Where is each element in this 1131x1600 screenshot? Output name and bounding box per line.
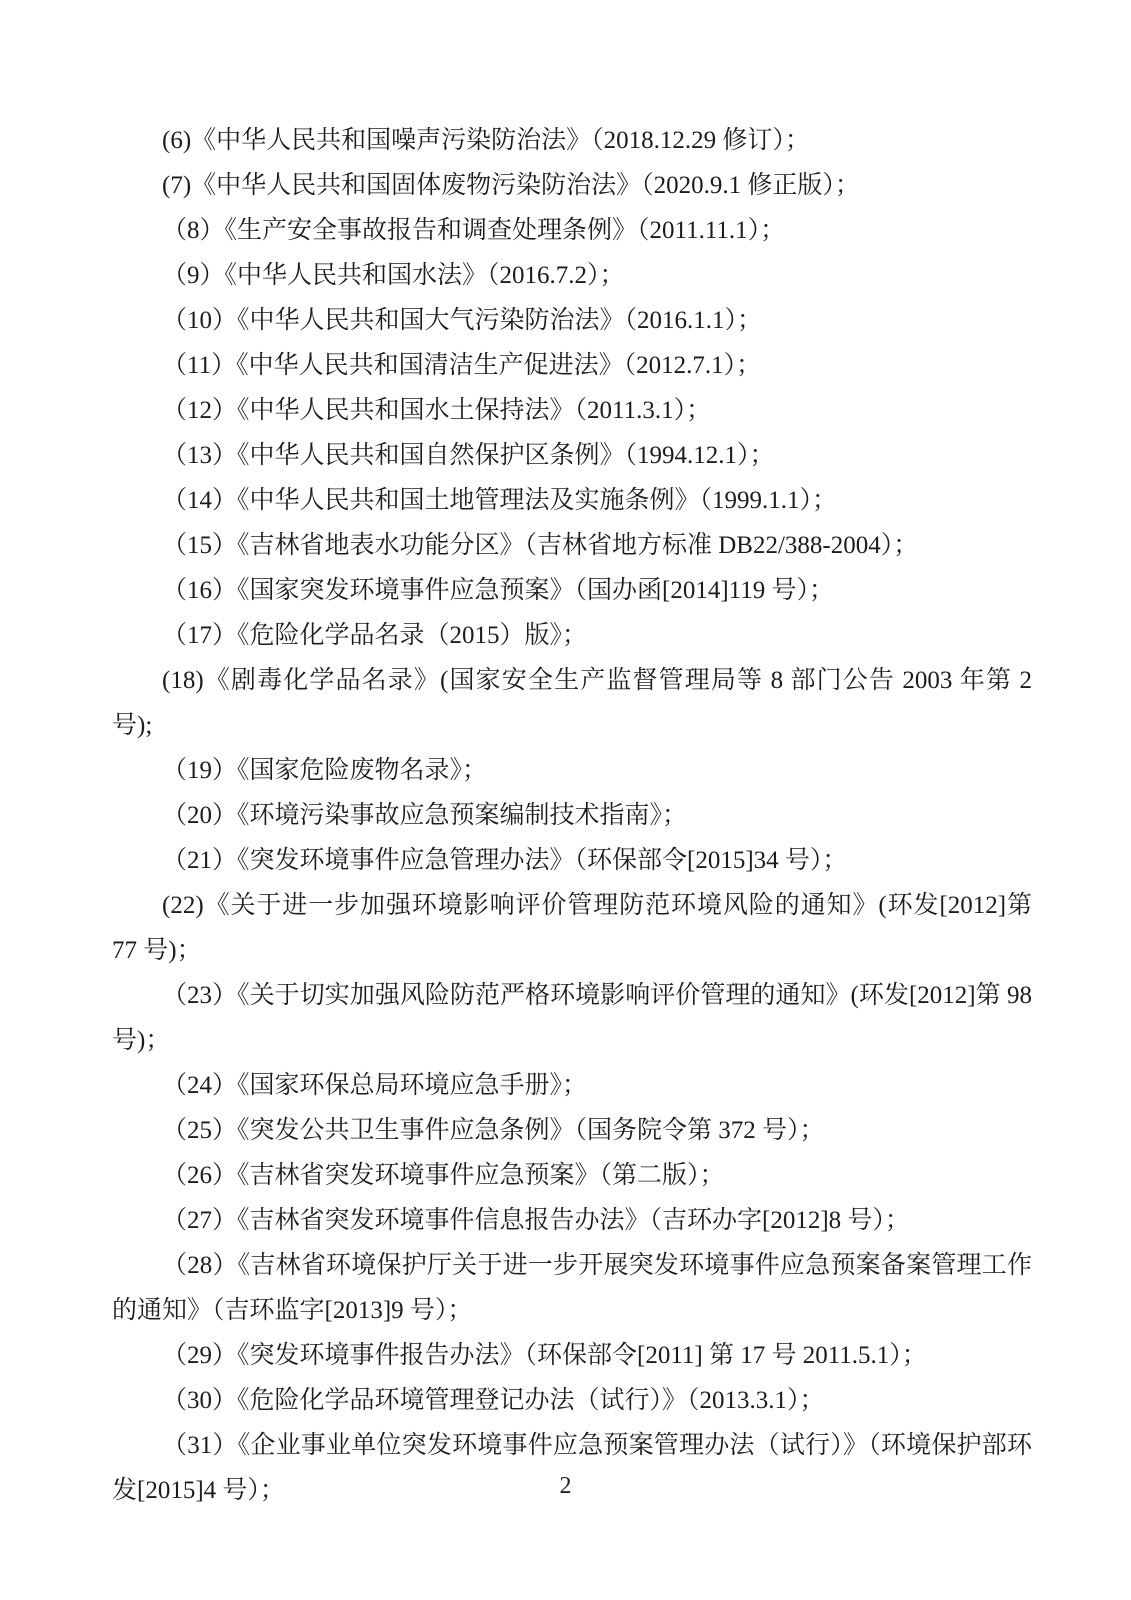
reference-item-22: (22)《关于进一步加强环境影响评价管理防范环境风险的通知》(环发[2012]第 77 号)； <box>112 892 1032 964</box>
reference-item-21: （21）《突发环境事件应急管理办法》（环保部令[2015]34 号）； <box>162 847 848 874</box>
reference-item-10: （10）《中华人民共和国大气污染防治法》（2016.1.1）； <box>162 307 763 334</box>
reference-item-18: (18)《剧毒化学品名录》(国家安全生产监督管理局等 8 部门公告 2003 年第 2 号); <box>112 667 1032 739</box>
page-number: 2 <box>559 1473 572 1499</box>
reference-item-12: （12）《中华人民共和国水土保持法》（2011.3.1）； <box>162 397 712 424</box>
reference-item-26: （26）《吉林省突发环境事件应急预案》（第二版）； <box>162 1162 725 1189</box>
reference-item-30: （30）《危险化学品环境管理登记办法（试行）》（2013.3.1）； <box>162 1387 825 1414</box>
reference-item-31: （31）《企业事业单位突发环境事件应急预案管理办法（试行）》（环境保护部环发[2015]4 号）； <box>112 1432 1032 1504</box>
reference-item-7: (7)《中华人民共和国固体废物污染防治法》（2020.9.1 修正版）； <box>162 172 860 199</box>
reference-item-14: （14）《中华人民共和国土地管理法及实施条例》（1999.1.1）； <box>162 487 838 514</box>
reference-item-15: （15）《吉林省地表水功能分区》（吉林省地方标准 DB22/388-2004）； <box>162 532 919 559</box>
reference-item-11: （11）《中华人民共和国清洁生产促进法》（2012.7.1）； <box>162 352 762 379</box>
reference-item-20: （20）《环境污染事故应急预案编制技术指南》； <box>162 802 688 829</box>
reference-item-24: （24）《国家环保总局环境应急手册》； <box>162 1072 588 1099</box>
reference-item-27: （27）《吉林省突发环境事件信息报告办法》（吉环办字[2012]8 号）； <box>162 1207 910 1234</box>
reference-item-13: （13）《中华人民共和国自然保护区条例》（1994.12.1）； <box>162 442 775 469</box>
reference-item-28: （28）《吉林省环境保护厅关于进一步开展突发环境事件应急预案备案管理工作的通知》（吉环监字[2013]9 号）； <box>112 1252 1032 1324</box>
reference-item-16: （16）《国家突发环境事件应急预案》（国办函[2014]119 号）； <box>162 577 834 604</box>
reference-item-25: （25）《突发公共卫生事件应急条例》（国务院令第 372 号）； <box>162 1117 825 1144</box>
reference-item-17: （17）《危险化学品名录（2015）版》； <box>162 622 588 649</box>
reference-item-19: （19）《国家危险废物名录》； <box>162 757 488 784</box>
reference-item-29: （29）《突发环境事件报告办法》（环保部令[2011] 第 17 号 2011.5.1）； <box>162 1342 927 1369</box>
document-body <box>112 118 1032 1513</box>
reference-item-23: （23）《关于切实加强风险防范严格环境影响评价管理的通知》(环发[2012]第 98 号)； <box>112 982 1032 1054</box>
reference-item-9: （9）《中华人民共和国水法》（2016.7.2）； <box>162 262 625 289</box>
reference-item-6: (6)《中华人民共和国噪声污染防治法》（2018.12.29 修订）； <box>162 127 810 154</box>
page-footer <box>0 1473 1131 1500</box>
reference-item-8: （8）《生产安全事故报告和调查处理条例》（2011.11.1）； <box>162 217 786 244</box>
